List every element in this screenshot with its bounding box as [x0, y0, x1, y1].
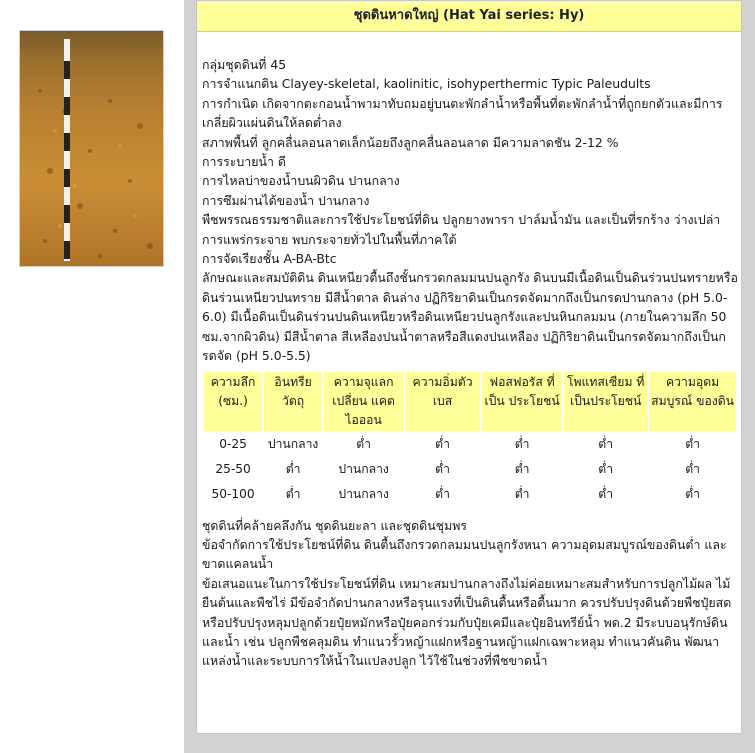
table-row: [204, 458, 736, 481]
permeability: การซึมผ่านได้ของน้ำ ปานกลาง: [202, 192, 370, 208]
header-base-saturation: ความอิ่มตัว เบส: [405, 372, 480, 431]
table-row: [204, 433, 736, 456]
fertility-table: [202, 370, 738, 508]
cell: ต่ำ: [435, 486, 450, 501]
left-column: [0, 0, 184, 753]
soil-group: กลุ่มชุดดินที่ 45: [202, 57, 287, 72]
content-panel: [196, 0, 742, 734]
page-title: ชุดดินหาดใหญ่ (Hat Yai series: Hy): [197, 1, 741, 32]
header-fertility: ความอุดม สมบูรณ์ ของดิน: [649, 372, 736, 431]
cell: ต่ำ: [685, 461, 700, 476]
table-header-row: [204, 372, 736, 431]
cell: ต่ำ: [514, 436, 530, 451]
cell: 25-50: [215, 461, 251, 476]
table-row: [204, 483, 736, 506]
soil-profile-photo: [19, 30, 164, 267]
cell: 0-25: [219, 436, 247, 451]
header-potassium: โพแทสเซียม ที่เป็นประโยชน์: [564, 372, 647, 431]
land-use-limitations: ข้อจำกัดการใช้ประโยชน์ที่ดิน ดินตื้นถึงกรวดกลมมนปนลูกรังหนา ความอุดมสมบูรณ์ของดินต่ำ และขาดแคลนน้ำ: [202, 536, 727, 572]
cell: ปานกลาง: [267, 436, 319, 451]
horizon-sequence: การจัดเรียงชั้น A-BA-Btc: [202, 251, 337, 267]
drainage: การระบายน้ำ ดี: [202, 154, 286, 170]
cell: ต่ำ: [598, 436, 614, 451]
topography: สภาพพื้นที่ ลูกคลื่นลอนลาดเล็กน้อยถึงลูกคลื่นลอนลาด มีความลาดชัน 2-12 %: [202, 134, 619, 150]
soil-properties: ลักษณะและสมบัติดิน ดินเหนียวตื้นถึงชั้นกรวดกลมมนปนลูกรัง ดินบนมีเนื้อดินเป็นดินร่วนปนทรายหรือดินร่วนเหนียวปนทราย มีสีน้ำตาล ดินล่าง ปฏิกิริยาดินเป็นกรดจัดมากถึงเป็นกรดปานกลาง (pH 5.0-6.0) มีเนื้อดินเป็นดินร่วนปนดินเหนียวหรือดินเหนียวปนลูกรังและปนหินกลมมน (ภายในความลึก 50 ซม.จากผิวดิน) มีสีน้ำตาล สีเหลืองปนน้ำตาลหรือสีแดงปนเหลือง ปฏิกิริยาดินเป็นกรดจัดมากถึงเป็นกรดจัด (pH 5.0-5.5): [202, 270, 738, 364]
cell: ต่ำ: [598, 461, 614, 476]
cell: ต่ำ: [598, 486, 614, 501]
cell: ต่ำ: [685, 486, 700, 501]
soil-profile-image: [20, 31, 163, 266]
cell: ต่ำ: [285, 486, 301, 501]
header-phosphorus: ฟอสฟอรัส ที่เป็น ประโยชน์: [482, 372, 562, 431]
cell: ต่ำ: [685, 436, 700, 451]
cell: ต่ำ: [285, 461, 301, 476]
cell: ต่ำ: [514, 486, 530, 501]
land-use: พืชพรรณธรรมชาติและการใช้ประโยชน์ที่ดิน ปลูกยางพารา ปาล์มน้ำมัน และเป็นที่รกร้าง ว่างเปล่า การแพร่กระจาย พบกระจายทั่วไปในพื้นที่ภาคใต้: [202, 212, 721, 247]
origin: การกำเนิด เกิดจากตะกอนน้ำพามาทับถมอยู่บนตะพักลำน้ำหรือพื้นที่ตะพักลำน้ำที่ถูกยกตัวและมีการเกลี่ยผิวแผ่นดินให้ลดต่ำลง: [202, 95, 723, 131]
right-column: [184, 0, 755, 753]
header-depth: ความลึก (ซม.): [204, 372, 262, 431]
similar-series: ชุดดินที่คล้ายคลึงกัน ชุดดินยะลา และชุดดินชุมพร: [202, 517, 468, 533]
classification: การจำแนกดิน Clayey-skeletal, kaolinitic, isohyperthermic Typic Paleudults: [202, 76, 651, 92]
header-organic-matter: อินทรีย วัตถุ: [264, 372, 322, 431]
cell: ต่ำ: [435, 461, 450, 476]
cell: ต่ำ: [435, 436, 450, 451]
cell: ปานกลาง: [338, 486, 389, 501]
header-cec: ความจุแลก เปลี่ยน แคตไอออน: [324, 372, 403, 431]
description: [202, 55, 740, 671]
surface-runoff: การไหลบ่าของน้ำบนผิวดิน ปานกลาง: [202, 173, 400, 189]
cell: ต่ำ: [514, 461, 530, 476]
recommendations: ข้อเสนอแนะในการใช้ประโยชน์ที่ดิน เหมาะสมปานกลางถึงไม่ค่อยเหมาะสมสำหรับการปลูกไม้ผล ไม้ยืนต้นและพืชไร่ มีข้อจำกัดปานกลางหรือรุนแรงที่เป็นดินตื้นหรือตื้นมาก ควรปรับปรุงดินด้วยพืชปุ๋ยสดหรือปรับปรุงหลุมปลูกด้วยปุ๋ยหมักหรือปุ๋ยคอกร่วมกับปุ๋ยเคมีและปุ๋ยอินทรีย์น้ำ พด.2 มีระบบอนุรักษ์ดินและน้ำ เช่น ปลูกพืชคลุมดิน ทำแนวรั้วหญ้าแฝกหรือฐานหญ้าแฝกเฉพาะหลุม ทำแนวคันดิน พัฒนาแหล่งน้ำและระบบการให้น้ำในแปลงปลูก ไว้ใช้ในช่วงที่พืชขาดน้ำ: [202, 575, 732, 669]
cell: ปานกลาง: [338, 461, 389, 476]
cell: ต่ำ: [356, 436, 371, 451]
cell: 50-100: [211, 486, 255, 501]
